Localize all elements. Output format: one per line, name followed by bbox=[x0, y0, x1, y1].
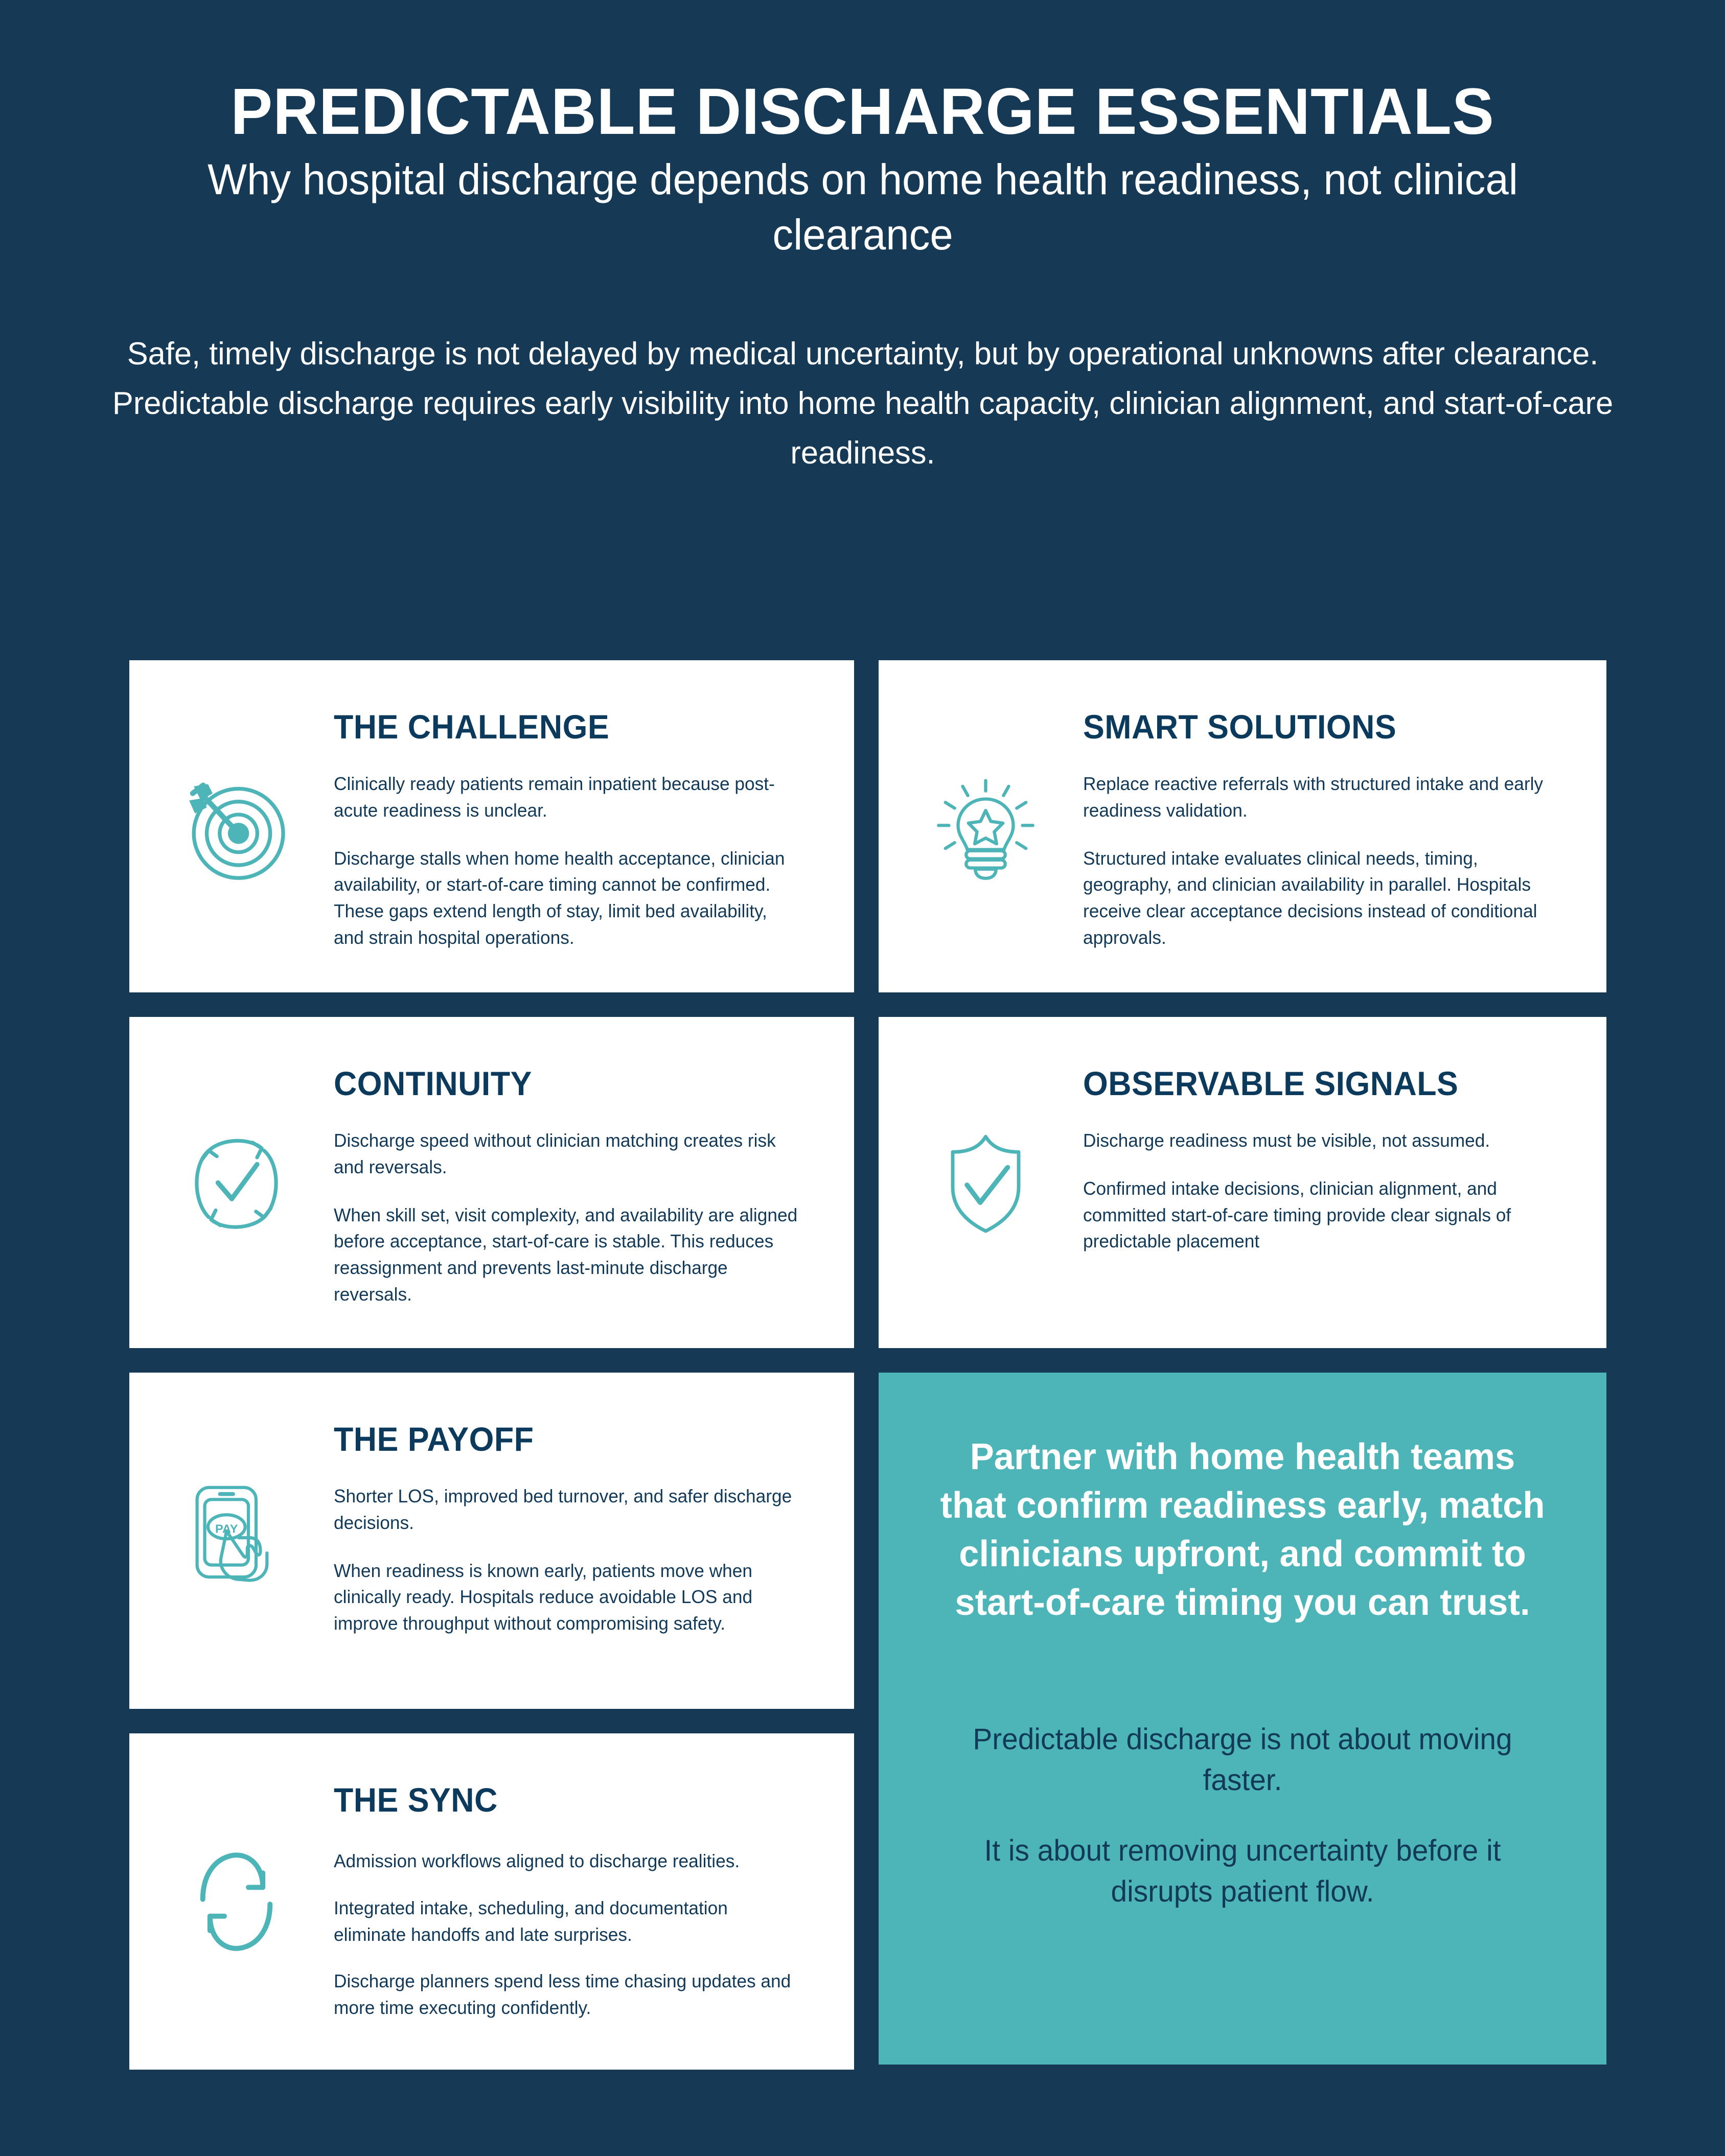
left-stack bbox=[129, 1373, 854, 2070]
sync-arrows-icon bbox=[129, 1733, 334, 2070]
page-title: PREDICTABLE DISCHARGE ESSENTIALS bbox=[231, 75, 1494, 148]
card-paragraph: When skill set, visit complexity, and availability are aligned before acceptance, start-of-care is stable. This reduces reassignment and prevents last-minute discharge reversals. bbox=[334, 1204, 798, 1305]
intro-paragraph: Safe, timely discharge is not delayed by medical uncertainty, but by operational unknowns after clearance. Predictable discharge requires early visibility into home health capacity, clinician alignment, and start-of-care readiness. bbox=[112, 336, 1613, 471]
circular-arrows-check-icon bbox=[129, 1017, 334, 1348]
card-grid bbox=[129, 660, 1606, 2094]
card-continuity[interactable] bbox=[129, 1017, 854, 1348]
card-paragraph: Discharge planners spend less time chasing updates and more time executing confidently. bbox=[334, 1970, 791, 2019]
shield-check-icon bbox=[879, 1017, 1083, 1348]
target-dart-icon bbox=[129, 660, 334, 992]
card-title: THE SYNC bbox=[334, 1781, 498, 1819]
svg-text:PAY: PAY bbox=[215, 1521, 238, 1535]
card-paragraph: Discharge speed without clinician matching creates risk and reversals. bbox=[334, 1130, 776, 1177]
card-paragraph: Admission workflows aligned to discharge realities. bbox=[334, 1850, 740, 1871]
page-subtitle: Why hospital discharge depends on home health readiness, not clinical clearance bbox=[207, 155, 1518, 259]
cta-line-1: Predictable discharge is not about moving faster. bbox=[973, 1723, 1512, 1797]
phone-pay-tap-icon bbox=[129, 1373, 334, 1709]
grid-row-1 bbox=[129, 660, 1606, 992]
header bbox=[0, 0, 1725, 478]
grid-row-2 bbox=[129, 1017, 1606, 1348]
card-paragraph: Integrated intake, scheduling, and documentation eliminate handoffs and late surprises. bbox=[334, 1897, 728, 1945]
card-paragraph: Shorter LOS, improved bed turnover, and safer discharge decisions. bbox=[334, 1486, 792, 1533]
card-sync[interactable] bbox=[129, 1733, 854, 2070]
card-paragraph: Clinically ready patients remain inpatient because post-acute readiness is unclear. bbox=[334, 773, 775, 821]
grid-row-3 bbox=[129, 1373, 1606, 2070]
card-challenge[interactable] bbox=[129, 660, 854, 992]
cta-panel[interactable] bbox=[879, 1373, 1606, 2065]
card-title: OBSERVABLE SIGNALS bbox=[1083, 1064, 1459, 1102]
card-title: THE CHALLENGE bbox=[334, 708, 610, 746]
card-paragraph: Replace reactive referrals with structured intake and early readiness validation. bbox=[1083, 773, 1544, 821]
card-title: CONTINUITY bbox=[334, 1064, 532, 1102]
card-paragraph: Discharge readiness must be visible, not assumed. bbox=[1083, 1130, 1490, 1151]
card-title: THE PAYOFF bbox=[334, 1420, 534, 1458]
card-paragraph: Structured intake evaluates clinical needs, timing, geography, and clinician availability in parallel. Hospitals receive clear acceptance decisions instead of conditional approvals. bbox=[1083, 847, 1537, 948]
card-paragraph: Confirmed intake decisions, clinician alignment, and committed start-of-care timing provide clear signals of predictable placement bbox=[1083, 1177, 1511, 1252]
card-paragraph: Discharge stalls when home health acceptance, clinician availability, or start-of-care timing cannot be confirmed. These gaps extend length of stay, limit bed availability, and strain hospital operations. bbox=[334, 847, 785, 948]
lightbulb-star-icon bbox=[879, 660, 1083, 992]
card-title: SMART SOLUTIONS bbox=[1083, 708, 1397, 746]
card-smart-solutions[interactable] bbox=[879, 660, 1606, 992]
cta-headline: Partner with home health teams that confirm readiness early, match clinicians upfront, and commit to start-of-care timing you can trust. bbox=[940, 1436, 1545, 1624]
card-payoff[interactable] bbox=[129, 1373, 854, 1709]
cta-line-2: It is about removing uncertainty before it disrupts patient flow. bbox=[984, 1834, 1501, 1909]
card-paragraph: When readiness is known early, patients move when clinically ready. Hospitals reduce avoidable LOS and improve throughput without compromising safety. bbox=[334, 1560, 753, 1634]
card-observable-signals[interactable] bbox=[879, 1017, 1606, 1348]
